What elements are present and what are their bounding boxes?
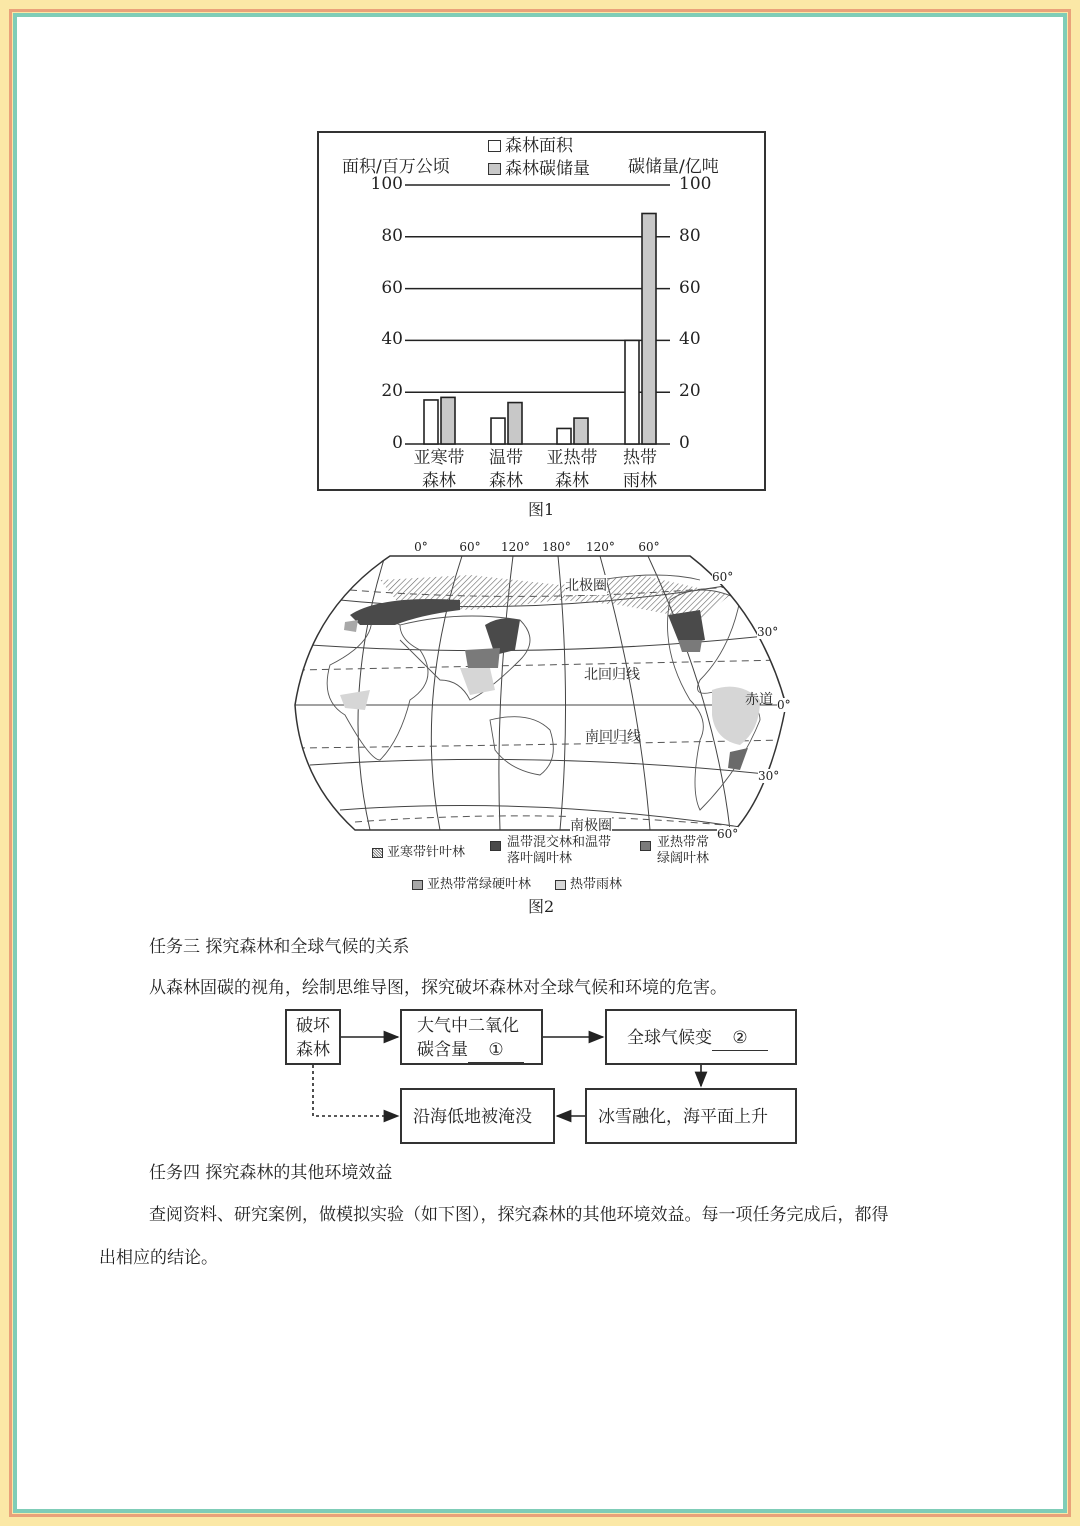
y-tick-label: 40 <box>679 329 701 350</box>
longitude-label: 120° <box>501 540 530 554</box>
y-tick-label: 40 <box>381 329 403 350</box>
legend-label: 绿阔叶林 <box>657 851 710 866</box>
legend-label: 热带雨林 <box>570 877 623 892</box>
y-tick-label: 60 <box>679 277 701 298</box>
category-label: 热带 雨林 <box>623 448 657 491</box>
flow-node-flood: 沿海低地被淹没 <box>400 1088 555 1144</box>
legend-label: 温带混交林和温带 <box>507 835 612 850</box>
task3-title: 任务三 探究森林和全球气候的关系 <box>149 937 410 957</box>
y-tick-label: 100 <box>679 174 712 194</box>
category-label: 亚热带 森林 <box>546 448 598 491</box>
y-tick-label: 20 <box>679 381 701 402</box>
longitude-label: 120° <box>586 540 615 554</box>
latitude-label: 0° <box>777 698 791 712</box>
y-tick-label: 0 <box>679 433 690 453</box>
task4-paragraph-line2: 出相应的结论。 <box>99 1248 218 1268</box>
node-text: 碳含量 <box>417 1040 468 1060</box>
category-label: 温带 森林 <box>489 448 523 491</box>
left-axis-label: 面积/百万公顷 <box>342 157 450 177</box>
legend-label: 落叶阔叶林 <box>507 851 573 866</box>
y-tick-label: 100 <box>370 174 403 194</box>
latitude-label: 60° <box>717 827 739 841</box>
flow-node-melt: 冰雪融化，海平面上升 <box>585 1088 797 1144</box>
label-tropic-cancer: 北回归线 <box>584 667 640 683</box>
label-arctic-circle: 北极圈 <box>565 575 607 595</box>
right-axis-label: 碳储量/亿吨 <box>628 157 719 177</box>
flow-node-climate <box>605 1009 797 1065</box>
longitude-label: 0° <box>414 540 428 554</box>
figure2-caption: 图2 <box>528 897 555 916</box>
blank-2: ② <box>712 1026 768 1051</box>
label-equator: 赤道 <box>745 692 773 708</box>
category-label: 亚寒带 森林 <box>413 448 465 491</box>
latitude-label: 30° <box>757 625 779 639</box>
longitude-label: 180° <box>542 540 571 554</box>
task4-title: 任务四 探究森林的其他环境效益 <box>149 1163 393 1183</box>
y-tick-label: 20 <box>381 381 403 402</box>
figure1-caption: 图1 <box>528 500 555 519</box>
node-text: 森林 <box>296 1040 330 1060</box>
longitude-label: 60° <box>638 540 660 554</box>
legend-label: 亚热带常 <box>657 835 710 850</box>
label-antarctic-circle: 南极圈 <box>570 815 612 835</box>
legend-label: 森林面积 <box>505 136 573 156</box>
latitude-label: 30° <box>758 769 780 783</box>
legend-label: 亚热带常绿硬叶林 <box>427 877 532 892</box>
node-text: 大气中二氧化 <box>417 1016 519 1036</box>
node-text: 破坏 <box>296 1016 330 1036</box>
flow-node-destroy-forest <box>285 1009 341 1065</box>
y-tick-label: 0 <box>392 433 403 453</box>
task4-paragraph-line1: 查阅资料、研究案例，做模拟实验（如下图），探究森林的其他环境效益。每一项任务完成后，都得 <box>149 1205 889 1225</box>
task3-description: 从森林固碳的视角，绘制思维导图，探究破坏森林对全球气候和环境的危害。 <box>149 978 727 998</box>
legend-label: 亚寒带针叶林 <box>387 845 466 860</box>
latitude-label: 60° <box>712 570 734 584</box>
legend-label: 森林碳储量 <box>505 159 590 179</box>
node-text: 全球气候变 <box>627 1028 712 1048</box>
label-tropic-capricorn: 南回归线 <box>585 729 641 745</box>
y-tick-label: 80 <box>381 225 403 246</box>
longitude-label: 60° <box>459 540 481 554</box>
y-tick-label: 80 <box>679 225 701 246</box>
flow-node-co2 <box>400 1009 543 1065</box>
y-tick-label: 60 <box>381 277 403 298</box>
blank-1: ① <box>468 1038 524 1063</box>
